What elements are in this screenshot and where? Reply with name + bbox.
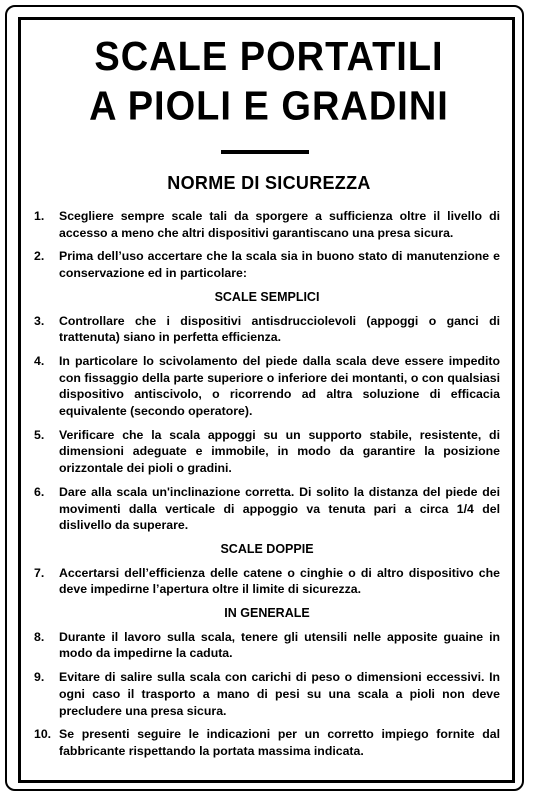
section-heading-in-generale: IN GENERALE xyxy=(224,606,310,621)
rule-text: Durante il lavoro sulla scala, tenere gli utensili nelle apposite guaine in modo da impedirne la caduta. xyxy=(59,629,500,661)
rule-text: Verificare che la scala appoggi su un supporto stabile, resistente, di dimensioni adeguate e immobile, in modo da garantire la posizione orizzontale dei pioli o gradini. xyxy=(59,427,500,476)
rule-number: 3. xyxy=(34,313,45,328)
rule-number: 10. xyxy=(34,727,52,742)
rule-item-5 xyxy=(34,427,500,477)
rule-item-6 xyxy=(34,484,500,534)
title-line-1: SCALE PORTATILI xyxy=(94,34,444,80)
rule-number: 7. xyxy=(34,565,45,580)
section-heading-scale-semplici: SCALE SEMPLICI xyxy=(214,289,320,304)
rule-text: Se presenti seguire le indicazioni per un corretto impiego fornite dal fabbricante rispettando la portata massima indicata. xyxy=(59,727,500,758)
title-line-2: A PIOLI E GRADINI xyxy=(89,83,449,130)
rule-text: Scegliere sempre scale tali da sporgere a sufficienza oltre il livello di accesso a meno che altri dispositivi garantiscano una presa sicura. xyxy=(59,209,500,240)
rule-text: In particolare lo scivolamento del piede dalla scala deve essere impedito con fissaggio della parte superiore o inferiore dei montanti, o con qualsiasi dispositivo antiscivolo, o ricorrendo ad altra soluzione di efficacia equivalente (secondo operatore). xyxy=(59,353,500,419)
rule-item-2 xyxy=(34,248,500,281)
rule-text: Prima dell’uso accertare che la scala sia in buono stato di manutenzione e conservazione ed in particolare: xyxy=(59,249,500,281)
rule-item-9 xyxy=(34,669,500,719)
rules-list xyxy=(34,208,500,767)
rule-text: Evitare di salire sulla scala con carichi di peso o dimensioni eccessivi. In ogni caso il trasporto a mano di pesi su una scala a pioli non deve precludere una presa sicura. xyxy=(59,670,500,718)
rule-item-3 xyxy=(34,313,500,346)
rule-number: 4. xyxy=(34,353,45,368)
rule-number: 6. xyxy=(34,484,45,499)
rule-item-1 xyxy=(34,208,500,241)
rule-number: 5. xyxy=(34,427,45,442)
rule-item-4 xyxy=(34,353,500,420)
rule-item-8 xyxy=(34,629,500,662)
rule-text: Controllare che i dispositivi antisdrucciolevoli (appoggi o ganci di trattenuta) siano in perfetta efficienza. xyxy=(59,313,500,345)
title-divider xyxy=(221,150,309,154)
rule-number: 1. xyxy=(34,209,45,223)
sign-subtitle: NORME DI SICUREZZA xyxy=(167,173,371,193)
rule-number: 8. xyxy=(34,629,45,644)
rule-number: 9. xyxy=(34,670,45,685)
rule-number: 2. xyxy=(34,249,45,264)
rule-text: Accertarsi dell’efficienza delle catene o cinghie o di altro dispositivo che deve impedirne l’apertura oltre il limite di sicurezza. xyxy=(59,565,500,597)
sign-title xyxy=(34,32,504,131)
rule-text: Dare alla scala un'inclinazione corretta. Di solito la distanza del piede dei movimenti dalla verticale di appoggio va tenuta pari a circa 1/4 del dislivello da superare. xyxy=(59,484,500,533)
rule-item-7 xyxy=(34,565,500,598)
section-heading-scale-doppie: SCALE DOPPIE xyxy=(220,541,314,556)
rule-item-10 xyxy=(34,726,500,759)
